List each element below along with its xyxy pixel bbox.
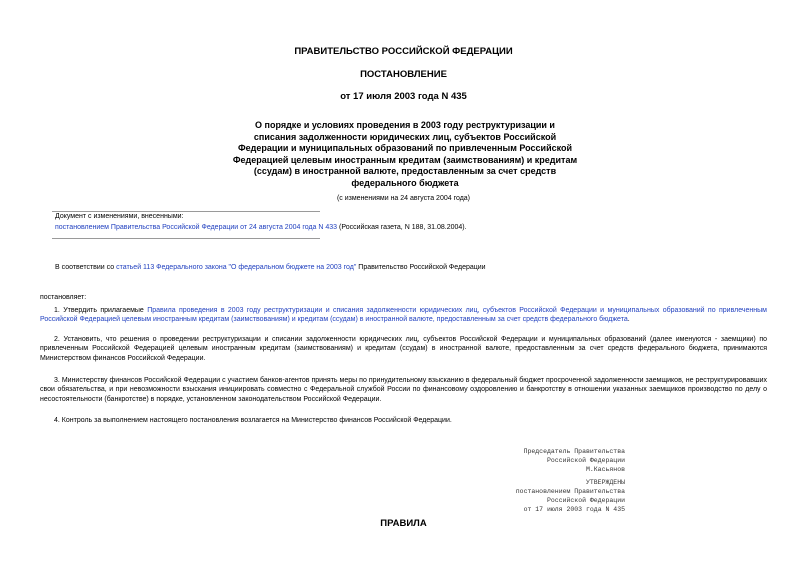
amendment-note: (с изменениями на 24 августа 2004 года) bbox=[336, 195, 471, 202]
title-line: Федерацией целевым иностранным кредитам (заимствованиям) и кредитам bbox=[232, 154, 578, 165]
signature-line: Председатель Правительства bbox=[523, 448, 625, 455]
signature-line: Российской Федерации bbox=[546, 457, 625, 464]
title-line: О порядке и условиях проведения в 2003 году реструктуризации и bbox=[255, 120, 555, 130]
doc-changes-line bbox=[55, 224, 467, 231]
government-heading: ПРАВИТЕЛЬСТВО РОССИЙСКОЙ ФЕДЕРАЦИИ bbox=[294, 46, 513, 57]
title-line: федерального бюджета bbox=[351, 177, 459, 188]
paragraph-4: 4. Контроль за выполнением настоящего постановления возлагается на Министерство финансов Российской Федерации. bbox=[54, 417, 452, 424]
divider-bottom bbox=[52, 238, 320, 239]
amendment-decree-link[interactable]: постановлением Правительства Российской Федерации от 24 августа 2004 года N 433 bbox=[55, 224, 338, 231]
approved-line: постановлением Правительства bbox=[515, 488, 625, 495]
paragraph-1-end: . bbox=[627, 316, 630, 324]
paragraph-3: 3. Министерству финансов Российской Федерации с участием банков-агентов принять меры по принудительному взысканию в федеральный бюджет просроченной задолженности заемщиков, не реструктурировавших свои обязательства, и при невозможности взыскания инициировать совместно с Федеральной службой России по финансовому оздоровлению и банкротству в отношении указанных заемщиков производство по делу о несостоятельности (банкротстве) в порядке, установленном законодательством Российской Федерации. bbox=[40, 377, 767, 403]
signature-line: М.Касьянов bbox=[585, 466, 625, 473]
rules-link[interactable]: Правила проведения в 2003 году реструктуризации и списания задолженности юридических лиц, субъектов Российской Федерации и муниципальных образований по привлеченным Российской Федерацией целевым иностранным кредитам (заимствованиям) и кредитам (ссудам) в иностранной валюте, предоставленным за счет средств федерального бюджета bbox=[40, 307, 767, 324]
preamble-text-after: Правительство Российской Федерации bbox=[356, 264, 486, 271]
signature-block bbox=[480, 447, 625, 474]
document-title bbox=[230, 120, 580, 189]
document-date-heading: от 17 июля 2003 года N 435 bbox=[340, 91, 467, 102]
paragraph-1 bbox=[40, 306, 767, 325]
document-type-heading: ПОСТАНОВЛЕНИЕ bbox=[360, 69, 447, 80]
preamble bbox=[55, 264, 486, 271]
approved-line: от 17 июля 2003 года N 435 bbox=[523, 506, 625, 513]
federal-law-link[interactable]: статьей 113 Федерального закона "О федеральном бюджете на 2003 год" bbox=[116, 264, 357, 271]
approved-line: Российской Федерации bbox=[546, 497, 625, 504]
paragraph-1-text: 1. Утвердить прилагаемые bbox=[54, 307, 148, 314]
title-line: Федерации и муниципальных образований по привлеченным Российской bbox=[237, 143, 573, 153]
doc-changes-source: (Российская газета, N 188, 31.08.2004). bbox=[337, 224, 467, 231]
preamble-text-before: В соответствии со bbox=[55, 264, 117, 271]
approved-block bbox=[480, 478, 625, 514]
divider-top bbox=[52, 211, 320, 212]
doc-changes-label: Документ с изменениями, внесенными: bbox=[55, 213, 184, 220]
rules-heading: ПРАВИЛА bbox=[380, 518, 427, 529]
resolves-text: постановляет: bbox=[40, 294, 87, 301]
title-line: списания задолженности юридических лиц, субъектов Российской bbox=[253, 131, 557, 142]
title-line: (ссудам) в иностранной валюте, предоставленным за счет средств bbox=[253, 166, 557, 176]
approved-line: УТВЕРЖДЕНЫ bbox=[585, 479, 625, 486]
paragraph-2: 2. Установить, что решения о проведении реструктуризации и списании задолженности юридических лиц, субъектов Российской Федерации и муниципальных образований (далее именуются - заемщики) по привлеченным Российской Федерацией целевым иностранным кредитам (заимствованиям) и кредитам (ссудам) в иностранной валюте, предоставленным за счет средств федерального бюджета, принимаются Министерством финансов Российской Федерации. bbox=[40, 336, 767, 362]
